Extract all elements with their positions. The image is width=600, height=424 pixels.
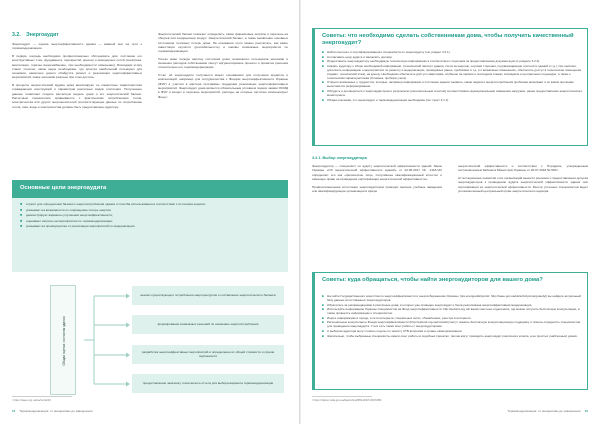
- tips-panel-find-auditor: [312, 272, 588, 390]
- page-footer: [12, 409, 93, 413]
- list-item: ■ Обратитесь за рекомендациями в различные дома, в которых уже проведен энергоаудит и была реализована энергоэффективная модернизация.: [322, 302, 533, 307]
- paragraph: Аттестационные комиссии этих организаций выносят решения о предоставлении допуска энергоаудиторов к проведению аудита энергетической эффективности здания или сертификации их энергетической эффективности. Реестр учтенных специалистов ведет уполномоченный центральный орган энергетического надзора.: [458, 175, 588, 193]
- list-item: ■ На сайте Государственного агентства по энергоэффективности и энергосбережению Украины: (На energoefektyvnist: http://saee.gov.ua/uk/activity/energoaudyt) вы найдете актуальный базу данных аттестованных энергоаудиторов.: [322, 294, 582, 302]
- subsection-column-1: [312, 164, 442, 193]
- page-number: 15: [584, 409, 588, 413]
- diagram-step: предоставление заказчику технического отчета для выбора варианта термомодернизации: [132, 374, 284, 393]
- list-item: ■ Согласовать цену аудита и заключить договор.: [322, 54, 393, 59]
- bullet-icon: ■: [20, 213, 23, 217]
- bullet-icon: ■: [322, 320, 324, 325]
- list-item: ■ Открыто возможных о трудностях, которые, например информации и состояние здании: выявить, какие задача и энергопотребления проблемы возникают и по каким причинам выполняется реформирование.: [322, 80, 574, 89]
- list-item: ■ служит для определения базового энергопотребления здания и способа использования в соответствии с источника энергии;: [20, 202, 206, 206]
- list-item: ■ Найти опытного и сертифицированного специалиста по энергоаудиту (см. раздел 3.2.1).: [322, 50, 451, 54]
- list-item: ■ Общая ключевая, что энергоаудит и термомодернизация необходимы (см. пункт 3.1.1).: [322, 97, 450, 102]
- tips-list: [322, 50, 584, 102]
- section-title: Энергоаудит: [26, 32, 59, 38]
- tips-list: [322, 294, 584, 338]
- bullet-icon: ■: [322, 80, 324, 85]
- right-page: [300, 0, 600, 424]
- bullet-icon: ■: [322, 315, 324, 320]
- paragraph: Профессиональная аттестация энергоаудиторов проводит высшие учебные заведения или квалифицирующие организации в сфере: [312, 184, 442, 193]
- goals-list: [20, 202, 282, 230]
- bullet-icon: ■: [322, 63, 324, 68]
- list-item: ■ Предоставить энергоаудитору необходимую техническую информацию в соответствии с перечнем за предоставлением документации (с разделе 3.2.2).: [322, 59, 541, 64]
- paragraph: Энергоаудит — оценка энергоэффективности здания — важный шаг на пути к термомодернизации.: [12, 42, 142, 51]
- list-item: ■ Сказать аудитору о сборе необходимой информации: (технический паспорт здания, счета за энергию, чертежи строения, подтверждающие плотности зданий и т.д.), при наличии, дополнить информацию о мероприятиях по ремонту и модернизации, проводимых ранее, проблемах и т.д. и о возможных изменениях, обеспечить доступ в технические помещения (подвал, технический этаж), на крышу. Необходимо обеспечить доступ к квартирам, особенно на первом и последнем этажах, впорядком и центральных подъездах, а также к техническим характеристикам (Спомнек, прибора учета).: [322, 63, 582, 80]
- subsection-column-2: [458, 164, 588, 193]
- page-fold: [299, 0, 301, 424]
- list-item: ■ Используйте информацию Украины специалистов на Фонд энергоэффективности: http://eefund.org.ua/ ваших местных отделениях, где можно получить бесплатную консультацию, а также проверить информацию о специалистах.: [322, 307, 580, 316]
- footnote-divider: [312, 396, 372, 397]
- tips-title: Советы: что необходимо сделать собственникам дома, чтобы получить качественный энергоаудит?: [322, 33, 574, 47]
- paragraph: энергетической эффективности и соответствии с Порядком, утвержденным постановлением Кабинета Министров Украины от 26.07.2018 № 583.²: [458, 164, 588, 173]
- list-item: ■ демонстрирует варианты улучшения энергоэффективности;: [20, 213, 113, 217]
- footnote-divider: [12, 396, 72, 397]
- footnote: ¹ https://saee.org.ua/ua/ru/cat/10: [12, 399, 51, 402]
- bullet-icon: ■: [20, 207, 23, 212]
- paragraph: Энергоаудитор — специалист по аудиту энергетической эффективности зданий. Закон Украины «Об энергетической эффективности зданий» от 22.06.2017 № 2118-VIII определяет его как «физическое лицо, получившее квалификационный аттестат и имеющее право на проведение сертификации энергетической эффективности».: [312, 164, 442, 181]
- diagram-connector: [78, 285, 130, 395]
- page-number: 14: [12, 409, 16, 413]
- footer-text: Термомодернизация: от инициативы до завершения: [19, 409, 93, 413]
- text-column-2: [158, 32, 288, 99]
- bullet-icon: ■: [322, 59, 324, 64]
- audit-process-diagram: [50, 285, 285, 395]
- text-column-1: [12, 42, 142, 109]
- list-item: ■ Желательно, чтобы выбранные специалисты имели опыт работы в подобных проектах, так как могут проводить энергоаудит различного класса, а не простых (шаблонных) домов.: [322, 333, 578, 338]
- page-footer: [507, 409, 588, 413]
- bullet-icon: ■: [322, 97, 324, 102]
- list-item: ■ С выбором аудитора могут помочь отделы по захисту СТВ вопросам и органы самоорганизации.: [322, 328, 463, 333]
- list-item: ■ Региональные консультанты Фонда энергоэффективности (http://eefund.org.ua/contacts) могут оказать бесплатную консультационную поддержку и помочь определить специалистов для проведения энергоаудита. У них есть также опыт работы с энергоаудиторами.: [322, 320, 581, 329]
- bullet-icon: ■: [20, 202, 23, 206]
- subsection-title: 3.2.1. Выбор энергоаудитора: [312, 156, 367, 160]
- paragraph: В первую очередь необходимо профессионально обследовать дом: состояние его конструктивных стен, фундамента, перекрытий, крыши) и инженерных сетей (электрика, вентиляция, горячее водоснабжение, при необходимости освещение). Благодаря этому станет понятно, какие меры необходимы, где кроется наибольший потенциал для экономии, насколько дорого обойдутся ремонт и реализация энергоэффективных мероприятий, какие экономии реально при этом достичь.: [12, 53, 142, 80]
- diagram-step: анализ существующего потребления энергоресурсов и составление энергетического баланса: [132, 286, 284, 305]
- diagram-step: формирование возможных решений по снижению энергопотребления: [132, 315, 284, 334]
- diagram-side-label: Общая оценка состояния здания: [62, 316, 66, 366]
- bullet-icon: ■: [322, 88, 324, 93]
- bullet-icon: ■: [20, 224, 23, 228]
- bullet-icon: ■: [20, 218, 23, 223]
- bullet-icon: ■: [322, 307, 324, 312]
- list-item: ■ Ищите информацию в городе, в сети интернета, социальных сетях, объявлениях, реестре в интернете.: [322, 315, 472, 320]
- tips-title: Советы: куда обращаться, чтобы найти энергоаудиторов для вашего дома?: [322, 277, 543, 283]
- section-number: 3.2.: [12, 32, 21, 38]
- diagram-side-label-box: [50, 285, 76, 395]
- paragraph: Только ниже полную картину состояния дома, возможного потенциала экономии и снижения расходов собственники смогут аргументировать проекты и принятия решения относительно его термомодернизации.: [158, 56, 288, 70]
- goals-panel-header: [12, 180, 288, 198]
- footnote: ² https://zakon.rada.gov.ua/laws/show/583-2018-%D0%BF: [312, 399, 382, 402]
- bullet-icon: ■: [322, 294, 324, 298]
- list-item: ■ Обсудить и договориться с энергоаудитором о результатах (окончательным отчетом) соответствовать функциональным изменения нагрузках, ранее предоставление энергетического мониторинга.: [322, 88, 583, 97]
- paragraph: В процессе энергетический аудиин дома анализируют ее конкретные характеристики ограждающих конструкций и параметров различных видов отопления. Полученные данные позволяют создать расчетную модель дома и его энергетический баланс. Расчетным показателем сравнивается с фактическим потреблением тепла, электричества или других энергоносителей (соответствующие данные по потреблению тепла, газа, воды и электричества должны быть предоставлены аудитору.: [12, 83, 142, 109]
- list-item: ■ указывает на возможности по сокращению потерь энергии;: [20, 207, 112, 212]
- bracket-arrows-icon: [78, 285, 130, 395]
- bullet-icon: ■: [322, 50, 324, 54]
- bullet-icon: ■: [322, 302, 324, 307]
- footer-text: Термомодернизация: от инициативы до завершения: [507, 409, 581, 413]
- goals-title: Основные цели энергоаудита: [20, 185, 107, 191]
- paragraph: Энергетический баланс помогает определить, какие финансовые затраты и перечень на обогрев или кондиционер воздух. Энергетический баланс, а также выявление основных источников тепловых потерь дома. На основании этого можно рассчитать, как какие инвестиции окупятся (рентабельность) и каковы возможные мероприятия по термомодернизации.: [158, 32, 288, 54]
- bullet-icon: ■: [322, 333, 324, 338]
- diagram-step: разработка энергоэффективных мероприятий и определение их общей стоимости и сроков окупаемости: [132, 345, 284, 364]
- paragraph: Отчет об энергоаудите получается может основанием для получения кредитов и компенсаций, например для сотрудничества с Фондом энергоэффективности Украины (ФЭУ) в участия в мастера программы поддержки реализации энергоэффективных мероприятий. Энергоаудит дома является обязательным условием подачи заявки ОСМД в ФЭУ и входит в перечень мероприятий, расходы на которые частично компенсирует Фонд.¹: [158, 73, 288, 99]
- bullet-icon: ■: [322, 54, 324, 59]
- goals-panel: [12, 180, 288, 272]
- list-item: ■ оценивает затраты на мероприятия по термомодернизации;: [20, 218, 113, 223]
- tips-panel-audit: [312, 28, 588, 146]
- list-item: ■ указывает на преимущества от реализации мероприятий по модернизации.: [20, 224, 136, 228]
- bullet-icon: ■: [322, 328, 324, 333]
